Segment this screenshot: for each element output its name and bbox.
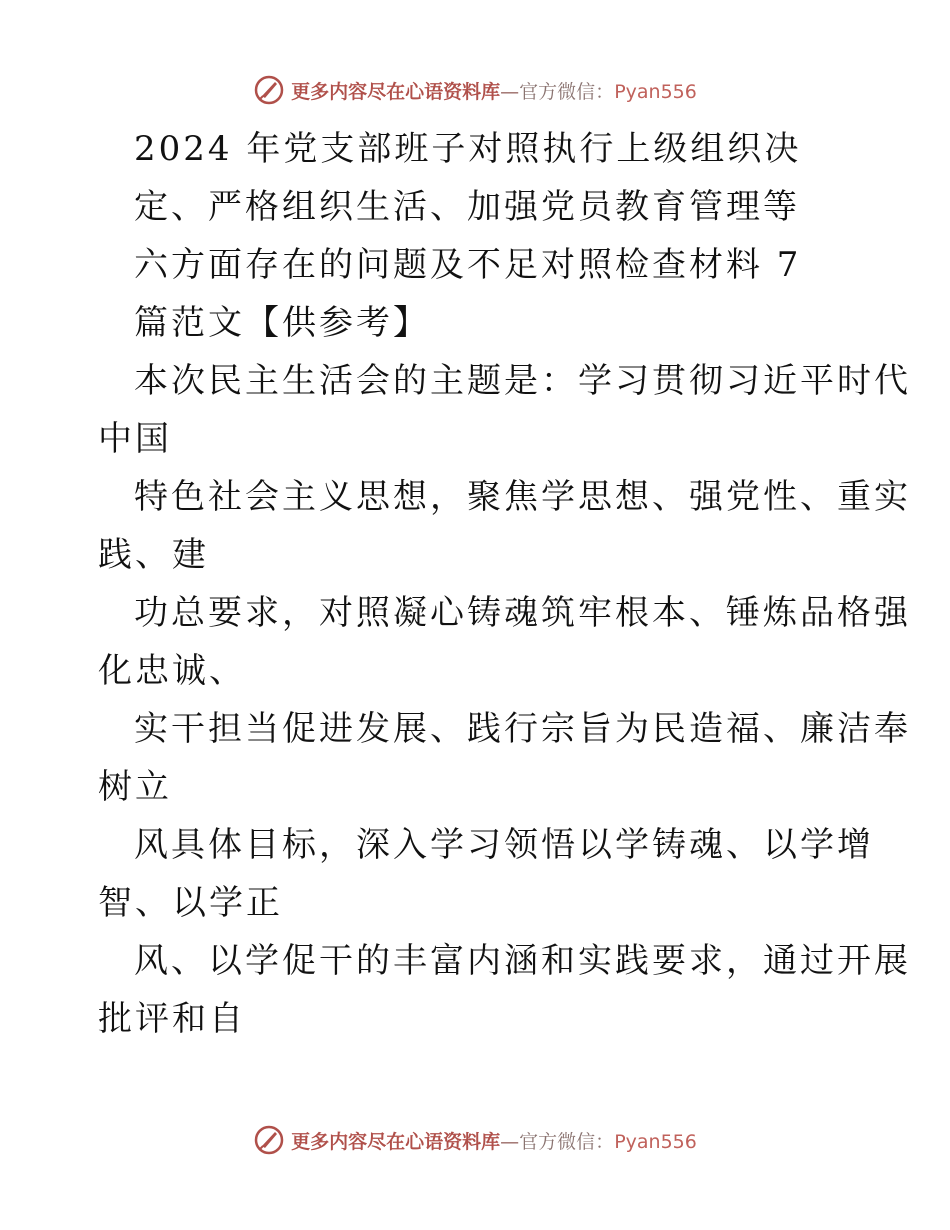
- watermark-wechat-label: 官方微信：: [519, 80, 615, 103]
- body-line: 实干担当促进发展、践行宗旨为民造福、廉洁奉: [134, 709, 911, 749]
- watermark-dash: —: [500, 1130, 520, 1153]
- watermark-dash: —: [500, 80, 520, 103]
- body-line: 树立: [98, 767, 172, 807]
- document-title: [98, 120, 858, 352]
- title-line: 篇范文【供参考】: [134, 303, 430, 343]
- watermark-wechat-label: 官方微信：: [519, 1130, 615, 1153]
- watermark-wechat-id: Pyan556: [614, 80, 697, 103]
- quill-pen-logo-icon: [253, 1124, 285, 1156]
- body-line: 智、以学正: [98, 883, 283, 923]
- title-line: 六方面存在的问题及不足对照检查材料 7: [134, 245, 802, 285]
- watermark-wechat-id: Pyan556: [614, 1130, 697, 1153]
- body-line: 批评和自: [98, 999, 246, 1039]
- body-line: 中国: [98, 419, 172, 459]
- document-body: [98, 120, 911, 1048]
- body-line: 本次民主生活会的主题是：学习贯彻习近平时代: [134, 361, 911, 401]
- header-watermark: [0, 70, 950, 110]
- document-paragraph: [98, 352, 911, 1048]
- body-line: 风具体目标，深入学习领悟以学铸魂、以学增: [134, 825, 874, 865]
- title-line: 定、严格组织生活、加强党员教育管理等: [134, 187, 800, 227]
- watermark-site-text: 更多内容尽在心语资料库: [291, 1130, 501, 1153]
- quill-pen-logo-icon: [253, 74, 285, 106]
- body-line: 功总要求，对照凝心铸魂筑牢根本、锤炼品格强: [134, 593, 911, 633]
- body-line: 风、以学促干的丰富内涵和实践要求，通过开展: [134, 941, 911, 981]
- body-line: 化忠诚、: [98, 651, 246, 691]
- watermark-site-text: 更多内容尽在心语资料库: [291, 80, 501, 103]
- footer-watermark: [0, 1120, 950, 1160]
- body-line: 特色社会主义思想，聚焦学思想、强党性、重实: [134, 477, 911, 517]
- body-line: 践、建: [98, 535, 209, 575]
- title-line: 2024 年党支部班子对照执行上级组织决: [134, 129, 802, 169]
